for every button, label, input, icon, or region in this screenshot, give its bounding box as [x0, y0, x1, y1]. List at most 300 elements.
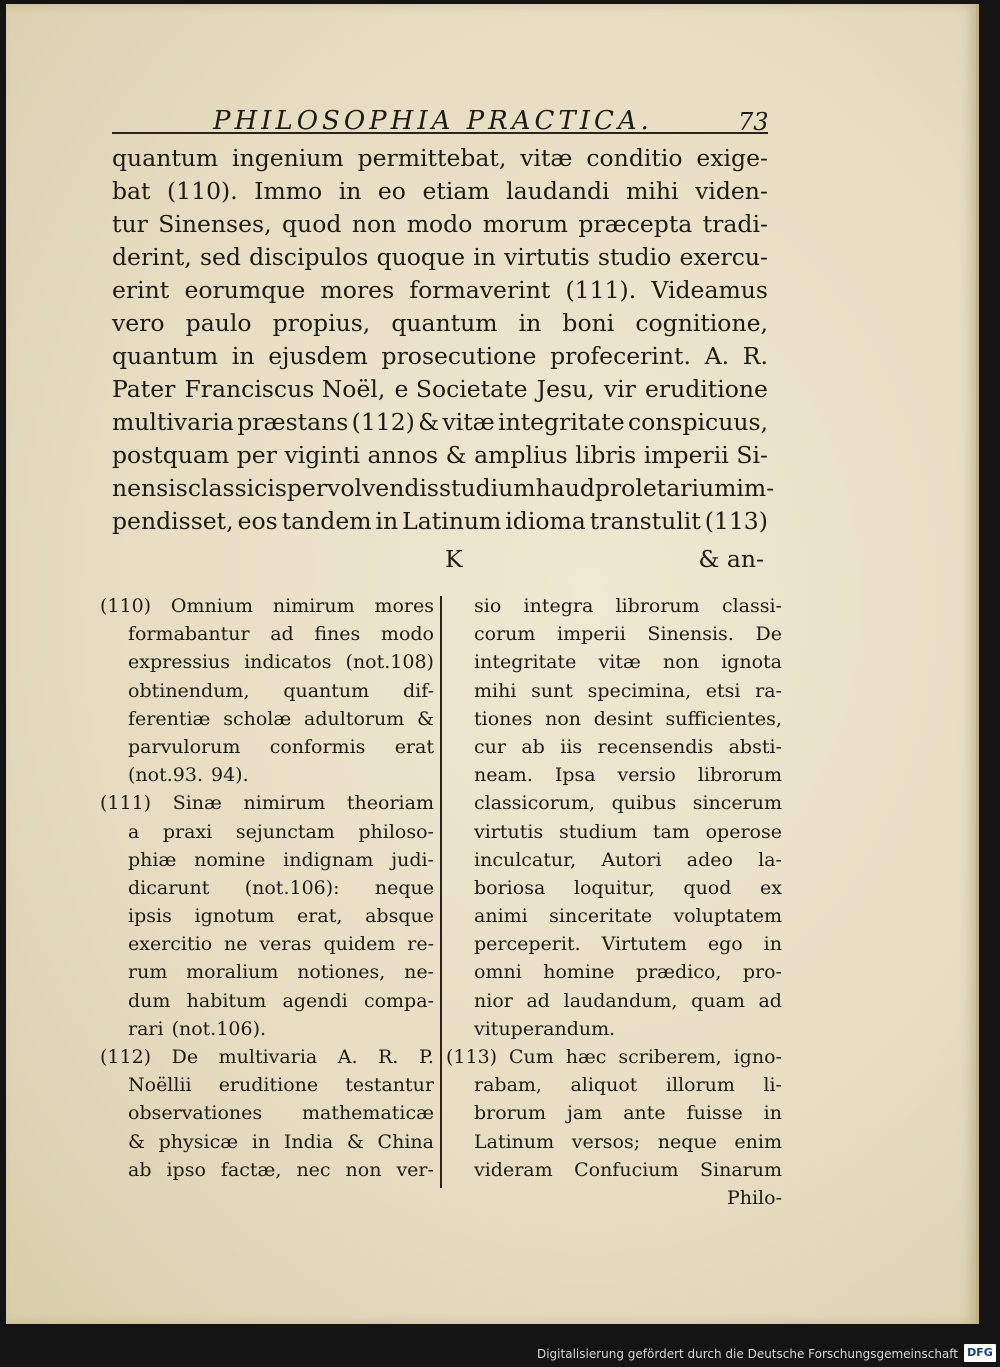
- word: scriberem,: [618, 1046, 722, 1068]
- word: China: [377, 1130, 434, 1153]
- word: nensis: [112, 474, 188, 502]
- word: proletarium: [594, 474, 737, 502]
- word: phiæ: [128, 848, 177, 871]
- word: perceperit.: [474, 933, 581, 956]
- word: viginti: [284, 441, 360, 469]
- word: mores: [320, 276, 395, 304]
- footnote-line: [446, 1099, 782, 1127]
- footnotes-right-column: [446, 592, 782, 1212]
- word: versio: [617, 764, 676, 787]
- word: jam: [566, 1102, 603, 1125]
- word: erat,: [297, 905, 343, 928]
- footnote-line: [446, 818, 782, 846]
- text-line: [112, 406, 768, 439]
- word: quantum: [112, 144, 219, 172]
- word: Jesu,: [536, 375, 595, 403]
- word: (112): [100, 1046, 152, 1068]
- word: in: [763, 933, 782, 956]
- word: ad: [270, 623, 294, 646]
- word: neque: [374, 876, 434, 899]
- word: li-: [763, 1074, 782, 1097]
- word: discipulos: [249, 243, 369, 271]
- word: profecerint.: [550, 342, 691, 370]
- footnote-line: [100, 1015, 434, 1043]
- word: (111).: [565, 276, 637, 304]
- word: vitæ: [442, 408, 495, 436]
- word: paulo: [185, 309, 252, 337]
- word: igno-: [733, 1046, 782, 1068]
- word: formabantur: [128, 623, 250, 646]
- word: quibus: [611, 792, 677, 815]
- footnote-line: [100, 733, 434, 761]
- word: in: [473, 243, 496, 271]
- word: exercu-: [679, 243, 768, 271]
- word: praxi: [162, 820, 213, 843]
- word: Sinarum: [700, 1158, 782, 1181]
- word: multivaria: [218, 1046, 318, 1068]
- word: Franciscus Noël,: [184, 375, 386, 403]
- word: nimirum: [243, 792, 326, 815]
- word: nec: [296, 1158, 331, 1181]
- word: ipso: [166, 1158, 206, 1181]
- word: virtutis: [504, 243, 590, 271]
- word: transtulit: [589, 507, 701, 535]
- word: sunt: [531, 679, 573, 702]
- word: ejusdem: [268, 342, 368, 370]
- word: quantum: [112, 342, 219, 370]
- word: librorum: [615, 595, 700, 617]
- word: agendi: [282, 989, 348, 1012]
- word: videram: [474, 1158, 553, 1181]
- word: sio: [474, 595, 502, 617]
- word: &: [417, 707, 434, 730]
- word: integra: [523, 595, 594, 617]
- word: Cum: [509, 1046, 554, 1068]
- footnote-line: [446, 987, 782, 1015]
- word: formaverint: [409, 276, 551, 304]
- dfg-logo: DFG: [964, 1344, 996, 1362]
- catchword: & an-: [698, 545, 764, 573]
- word: nior: [474, 989, 513, 1012]
- word: fuisse: [686, 1102, 743, 1125]
- word: librorum: [697, 764, 782, 787]
- word: Sinensis.: [647, 623, 734, 646]
- word: tandem: [281, 507, 372, 535]
- word: modo: [406, 210, 473, 238]
- word: vitæ: [520, 144, 573, 172]
- word: etiam: [422, 177, 490, 205]
- word: imperii: [643, 441, 729, 469]
- word: erat: [394, 735, 434, 758]
- footnotes-left-column: [100, 592, 434, 1184]
- footnote-line: [446, 1184, 782, 1212]
- text-line: [112, 307, 768, 340]
- word: imperii: [557, 623, 626, 646]
- word: specimina,: [587, 679, 692, 702]
- word: pendisset,: [112, 507, 234, 535]
- word: quod: [683, 876, 732, 899]
- word: prædico,: [635, 961, 722, 984]
- word: ver-: [396, 1158, 434, 1181]
- word: præstans: [237, 408, 349, 436]
- word: in: [231, 342, 255, 370]
- word: in: [518, 309, 542, 337]
- word: scholæ: [223, 707, 292, 730]
- word: eorumque: [184, 276, 306, 304]
- word: conditio: [586, 144, 683, 172]
- word: annos: [367, 441, 439, 469]
- word: morum: [482, 210, 568, 238]
- word: Virtutem: [601, 933, 687, 956]
- word: Philo-: [726, 1186, 782, 1209]
- word: philoso-: [358, 820, 434, 843]
- word: cognitione,: [635, 309, 768, 337]
- funding-credit: Digitalisierung gefördert durch die Deutsche Forschungsgemeinschaft: [536, 1347, 958, 1361]
- word: rum: [128, 961, 168, 984]
- word: ab: [128, 1158, 152, 1181]
- word: expressius: [128, 651, 231, 674]
- word: dicarunt: [128, 876, 210, 899]
- footnote-line: [100, 1128, 434, 1156]
- word: &: [445, 441, 467, 469]
- word: quam: [691, 989, 745, 1012]
- word: Sinæ: [172, 792, 222, 815]
- word: homine: [543, 961, 615, 984]
- word: rari: [128, 1017, 164, 1040]
- text-line: [112, 142, 768, 175]
- word: fines: [314, 623, 361, 646]
- word: sed: [199, 243, 241, 271]
- word: tur: [112, 210, 148, 238]
- footnote-line: [100, 648, 434, 676]
- word: quantum: [391, 309, 498, 337]
- footnote-line: [100, 818, 434, 846]
- word: (110).: [167, 177, 238, 205]
- word: libris: [575, 441, 637, 469]
- footnote-line: [100, 620, 434, 648]
- word: eos: [237, 507, 278, 535]
- word: (not.108): [345, 651, 434, 674]
- word: illorum: [665, 1074, 735, 1097]
- word: ab: [521, 735, 545, 758]
- text-line: [112, 274, 768, 307]
- word: tiones: [474, 707, 533, 730]
- text-line: [112, 208, 768, 241]
- word: Videamus: [651, 276, 768, 304]
- word: erint: [112, 276, 170, 304]
- running-title: PHILOSOPHIA PRACTICA.: [213, 106, 653, 136]
- word: ipsis: [128, 905, 172, 928]
- word: ad: [526, 989, 550, 1012]
- word: ignota: [721, 651, 782, 674]
- word: hæc: [565, 1046, 607, 1068]
- word: adultorum: [304, 707, 405, 730]
- word: Autori: [601, 848, 662, 871]
- word: ra-: [755, 679, 782, 702]
- word: Latinum: [474, 1130, 555, 1153]
- word: classicis: [187, 474, 287, 502]
- word: versos;: [571, 1130, 641, 1153]
- text-line: [112, 340, 768, 373]
- word: inculcatur,: [474, 848, 577, 871]
- word: compa-: [363, 989, 434, 1012]
- word: studio: [597, 243, 672, 271]
- word: studium: [438, 474, 536, 502]
- word: India: [283, 1130, 334, 1153]
- word: omni: [474, 961, 522, 984]
- word: im-: [736, 474, 775, 502]
- word: ingenium: [232, 144, 344, 172]
- word: A.: [704, 342, 730, 370]
- word: studium: [558, 820, 638, 843]
- word: vero: [112, 309, 165, 337]
- text-line: [112, 439, 768, 472]
- word: testantur: [345, 1074, 434, 1097]
- word: aliquot: [570, 1074, 638, 1097]
- word: (113): [704, 507, 768, 535]
- word: Ipsa: [554, 764, 596, 787]
- word: &: [128, 1130, 145, 1153]
- word: neque: [657, 1130, 717, 1153]
- word: animi: [474, 905, 528, 928]
- page-number: 73: [738, 108, 769, 136]
- footnote-line: [446, 705, 782, 733]
- footnote-line: [446, 930, 782, 958]
- footnote-line: [446, 1071, 782, 1099]
- word: A.: [337, 1046, 358, 1068]
- word: modo: [380, 623, 434, 646]
- word: rabam,: [474, 1074, 542, 1097]
- word: 94).: [210, 764, 249, 787]
- word: absque: [365, 905, 434, 928]
- word: desint: [593, 707, 653, 730]
- footnote-line: [446, 677, 782, 705]
- text-line: [112, 175, 768, 208]
- word: De: [171, 1046, 199, 1068]
- word: obtinendum,: [128, 679, 250, 702]
- word: vitæ: [598, 651, 641, 674]
- word: mihi: [626, 177, 679, 205]
- signature-line: [112, 545, 768, 578]
- footnote-line: [100, 987, 434, 1015]
- footnote-line: [100, 874, 434, 902]
- footnote-line: [446, 592, 782, 620]
- word: quidem: [323, 933, 396, 956]
- word: sejunctam: [235, 820, 335, 843]
- word: bat: [112, 177, 151, 205]
- word: pro-: [742, 961, 782, 984]
- word: virtutis: [474, 820, 544, 843]
- word: Confucium: [574, 1158, 679, 1181]
- word: mathematicæ: [301, 1102, 434, 1125]
- footnote-line: [100, 1156, 434, 1184]
- footnote-line: [446, 789, 782, 817]
- word: exige-: [696, 144, 768, 172]
- word: moralium: [186, 961, 279, 984]
- word: haud: [535, 474, 595, 502]
- word: Noëllii: [128, 1074, 192, 1097]
- footnote-line: [100, 761, 434, 789]
- word: dum: [128, 989, 171, 1012]
- footnote-line: [446, 648, 782, 676]
- word: brorum: [474, 1102, 547, 1125]
- word: multivaria: [112, 408, 234, 436]
- word: sincerum: [692, 792, 782, 815]
- text-line: [112, 373, 768, 406]
- word: enim: [734, 1130, 782, 1153]
- word: pervolvendis: [286, 474, 439, 502]
- word: nomine: [194, 848, 266, 871]
- word: prosecutione: [381, 342, 537, 370]
- word: neam.: [474, 764, 533, 787]
- word: per: [236, 441, 277, 469]
- word: nimirum: [272, 595, 355, 617]
- word: non: [351, 210, 397, 238]
- footnote-line: [446, 761, 782, 789]
- word: la-: [758, 848, 782, 871]
- word: indignam: [283, 848, 374, 871]
- word: De: [755, 623, 782, 646]
- word: indicatos: [244, 651, 332, 674]
- word: eruditione: [218, 1074, 319, 1097]
- word: tam: [652, 820, 690, 843]
- word: ante: [623, 1102, 666, 1125]
- word: observationes: [128, 1102, 263, 1125]
- word: habitum: [186, 989, 267, 1012]
- word: Sinenses,: [158, 210, 272, 238]
- word: sufficientes,: [665, 707, 782, 730]
- word: non: [545, 707, 582, 730]
- word: Latinum: [402, 507, 502, 535]
- word: loquitur,: [573, 876, 655, 899]
- word: laudandum,: [563, 989, 678, 1012]
- word: quod: [282, 210, 342, 238]
- footnote-line: [446, 902, 782, 930]
- word: eruditione: [644, 375, 768, 403]
- word: Pater: [112, 375, 176, 403]
- footnote-line: [446, 733, 782, 761]
- word: vituperandum.: [474, 1017, 616, 1040]
- word: non: [663, 651, 699, 674]
- signature-mark: K: [445, 545, 463, 573]
- word: sinceritate: [549, 905, 653, 928]
- word: dif-: [402, 679, 434, 702]
- word: theoriam: [346, 792, 434, 815]
- word: etsi: [705, 679, 741, 702]
- word: (not.106):: [244, 876, 340, 899]
- word: notiones,: [297, 961, 386, 984]
- footnote-line: [100, 677, 434, 705]
- word: ad: [758, 989, 782, 1012]
- word: Omnium: [170, 595, 254, 617]
- text-line: [112, 505, 768, 538]
- word: classi-: [721, 595, 782, 617]
- word: R.: [378, 1046, 399, 1068]
- word: adeo: [686, 848, 733, 871]
- word: in: [338, 177, 362, 205]
- footnote-line: [100, 846, 434, 874]
- word: præcepta: [578, 210, 693, 238]
- word: ex: [760, 876, 782, 899]
- word: quantum: [283, 679, 370, 702]
- word: idioma: [505, 507, 586, 535]
- footnote-line: [100, 902, 434, 930]
- word: e Societate: [394, 375, 528, 403]
- footnote-line: [100, 1099, 434, 1127]
- word: boriosa: [474, 876, 546, 899]
- word: judi-: [391, 848, 434, 871]
- word: &: [346, 1130, 364, 1153]
- word: (not.93.: [128, 764, 203, 787]
- word: non: [345, 1158, 382, 1181]
- footer-bar: [0, 1338, 1000, 1367]
- word: operose: [705, 820, 782, 843]
- word: permittebat,: [357, 144, 507, 172]
- column-divider: [440, 596, 442, 1188]
- word: mihi: [474, 679, 517, 702]
- footnote-line: [100, 1071, 434, 1099]
- word: re-: [407, 933, 434, 956]
- word: (not.106).: [171, 1017, 267, 1040]
- footnote-line: [446, 1043, 782, 1071]
- word: tradi-: [702, 210, 768, 238]
- footnote-line: [100, 930, 434, 958]
- word: iis: [560, 735, 583, 758]
- word: amplius: [474, 441, 568, 469]
- word: in: [763, 1102, 782, 1125]
- word: in: [251, 1130, 271, 1153]
- word: (110): [100, 595, 152, 617]
- footnote-line: [446, 1156, 782, 1184]
- word: integritate: [498, 408, 625, 436]
- footnote-line: [100, 1043, 434, 1071]
- header-rule: [112, 132, 768, 134]
- word: cur: [474, 735, 506, 758]
- footnote-line: [100, 958, 434, 986]
- footnote-line: [100, 592, 434, 620]
- text-line: [112, 472, 775, 505]
- word: eo: [377, 177, 406, 205]
- word: mores: [374, 595, 434, 617]
- word: P.: [418, 1046, 434, 1068]
- word: integritate: [474, 651, 577, 674]
- word: recensendis: [597, 735, 714, 758]
- word: (111): [100, 792, 152, 815]
- word: a: [128, 820, 140, 843]
- word: ego: [707, 933, 743, 956]
- word: ne: [224, 933, 248, 956]
- word: veras: [259, 933, 312, 956]
- footnote-line: [446, 620, 782, 648]
- word: &: [418, 408, 440, 436]
- word: postquam: [112, 441, 230, 469]
- word: absti-: [728, 735, 782, 758]
- word: factæ,: [220, 1158, 282, 1181]
- word: exercitio: [128, 933, 213, 956]
- main-text: [112, 142, 775, 538]
- footnote-line: [446, 846, 782, 874]
- word: ferentiæ: [128, 707, 211, 730]
- word: in: [375, 507, 399, 535]
- footnote-line: [100, 705, 434, 733]
- word: (112): [351, 408, 415, 436]
- word: conspicuus,: [627, 408, 768, 436]
- word: viden-: [695, 177, 768, 205]
- word: boni: [562, 309, 615, 337]
- word: vir: [603, 375, 636, 403]
- word: conformis: [269, 735, 366, 758]
- word: voluptatem: [673, 905, 782, 928]
